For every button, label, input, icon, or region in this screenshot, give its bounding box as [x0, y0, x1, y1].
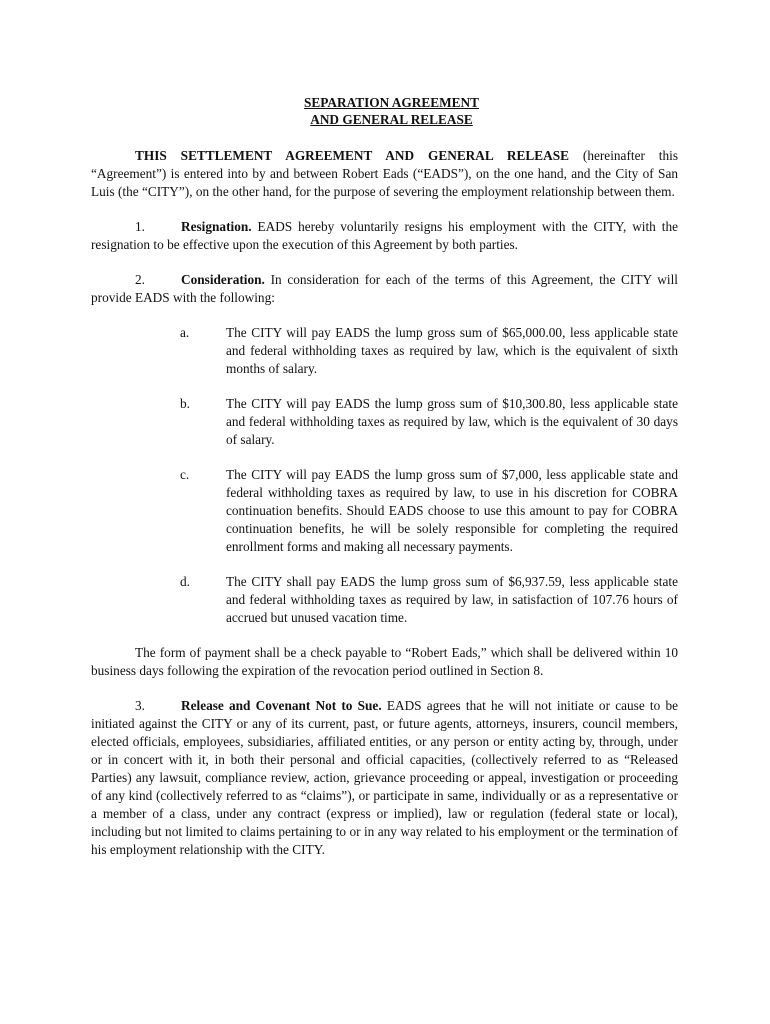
section-1-number: 1.	[135, 219, 145, 234]
item-letter: a.	[180, 325, 190, 340]
item-text: The CITY will pay EADS the lump gross sum of $10,300.80, less applicable state and federal withholding taxes as required by law, which is the equivalent of 30 days of salary.	[226, 396, 678, 447]
item-text: The CITY shall pay EADS the lump gross sum of $6,937.59, less applicable state and federal withholding taxes as required by law, in satisfaction of 107.76 hours of accrued but unused vacation time.	[226, 574, 678, 625]
section-1-resignation	[91, 218, 678, 254]
item-letter: c.	[180, 467, 190, 482]
section-2-heading: Consideration.	[181, 272, 265, 287]
intro-text: (hereinafter this “Agreement”) is entered into by and between Robert Eads (“EADS”), on the one hand, and the City of San Luis (the “CITY”), on the other hand, for the purpose of severing the employment relationship between them.	[91, 148, 678, 199]
section-1-text: EADS hereby voluntarily resigns his employment with the CITY, with the resignation to be effective upon the execution of this Agreement by both parties.	[91, 219, 678, 252]
intro-paragraph	[91, 147, 678, 201]
section-3-heading: Release and Covenant Not to Sue.	[181, 698, 382, 713]
section-2-number: 2.	[135, 272, 145, 287]
document-body	[91, 94, 678, 859]
item-letter: d.	[180, 574, 190, 589]
document-title	[105, 94, 678, 128]
section-3-text: EADS agrees that he will not initiate or cause to be initiated against the CITY or any of its current, past, or future agents, attorneys, insurers, council members, elected officials, employees, subsidiaries, affiliated entities, or any person or entity acting by, through, under or in concert with it, in both their personal and official capacities, (collectively referred to as “Released Parties) any lawsuit, compliance review, action, grievance proceeding or appeal, investigation or proceeding of any kind (collectively referred to as “claims”), or participate in same, individually or as a representative or a member of a class, under any contract (express or implied), law or regulation (federal state or local), including but not limited to claims pertaining to or in any way related to his employment or the termination of his employment relationship with the CITY.	[91, 698, 678, 857]
section-1-heading: Resignation.	[181, 219, 252, 234]
payment-item-a	[180, 324, 678, 378]
title-line-1: SEPARATION AGREEMENT	[304, 95, 479, 110]
payment-item-c	[180, 466, 678, 556]
title-line-2: AND GENERAL RELEASE	[310, 112, 473, 127]
payment-item-b	[180, 395, 678, 449]
section-2-text: In consideration for each of the terms of this Agreement, the CITY will provide EADS with the following:	[91, 272, 678, 305]
payment-item-d	[180, 573, 678, 627]
item-text: The CITY will pay EADS the lump gross sum of $7,000, less applicable state and federal withholding taxes as required by law, to use in his discretion for COBRA continuation benefits. Should EADS choose to use this amount to pay for COBRA continuation benefits, he will be solely responsible for completing the required enrollment forms and making all necessary payments.	[226, 467, 678, 554]
section-3-release	[91, 697, 678, 859]
item-text: The CITY will pay EADS the lump gross sum of $65,000.00, less applicable state and federal withholding taxes as required by law, which is the equivalent of sixth months of salary.	[226, 325, 678, 376]
item-letter: b.	[180, 396, 190, 411]
section-3-number: 3.	[135, 698, 145, 713]
payment-form-paragraph: The form of payment shall be a check payable to “Robert Eads,” which shall be delivered within 10 business days following the expiration of the revocation period outlined in Section 8.	[91, 645, 678, 678]
intro-bold: THIS SETTLEMENT AGREEMENT AND GENERAL RELEASE	[135, 148, 569, 163]
section-2-consideration	[91, 271, 678, 307]
